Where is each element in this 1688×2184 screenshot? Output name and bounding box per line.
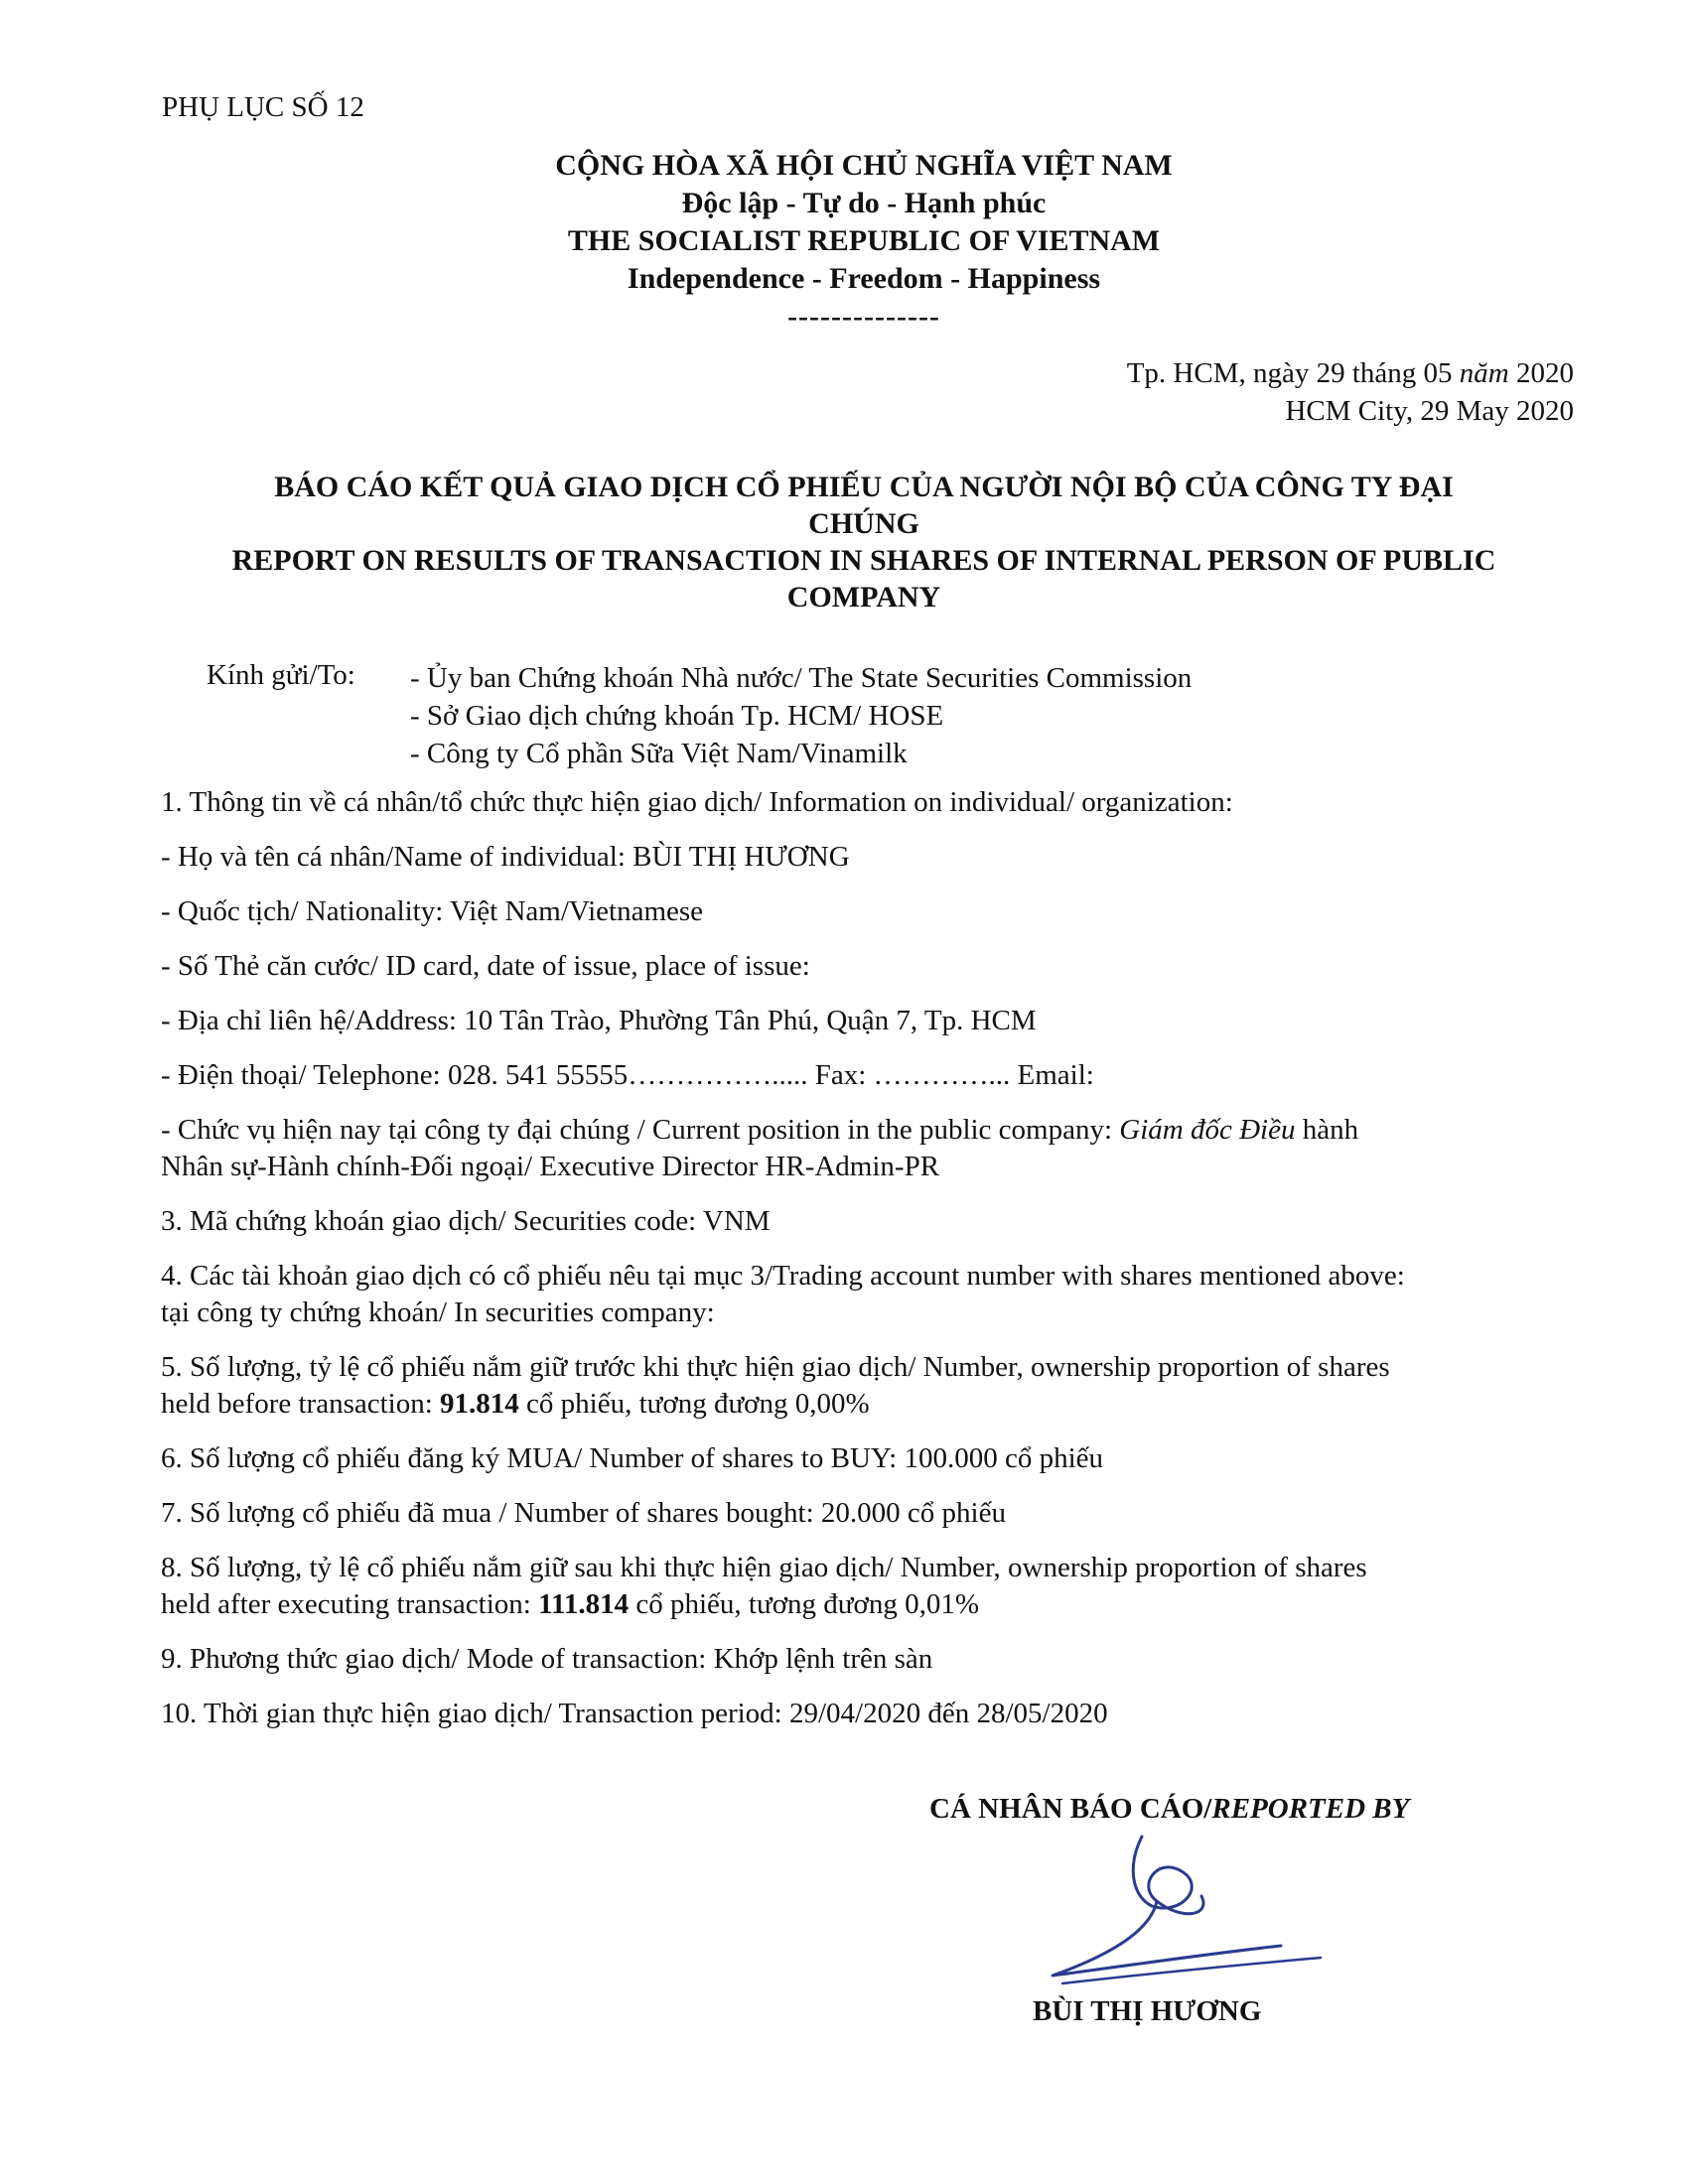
item-6-shares-to-buy: 6. Số lượng cổ phiếu đăng ký MUA/ Number of shares to BUY: 100.000 cổ phiếu [161,1442,1104,1474]
handwritten-signature [1033,1827,1331,2005]
report-title [164,469,1564,615]
item-5-line1: 5. Số lượng, tỷ lệ cổ phiếu nắm giữ trước khi thực hiện giao dịch/ Number, ownership proportion of shares [161,1351,1390,1383]
signature-stroke [1062,1958,1321,1983]
date-en: HCM City, 29 May 2020 [1285,395,1574,427]
item-10-period: 10. Thời gian thực hiện giao dịch/ Transaction period: 29/04/2020 đến 28/05/2020 [161,1698,1108,1729]
item-5-prefix: held before transaction: [161,1388,441,1420]
date-vi-prefix: Tp. HCM, ngày 29 tháng 05 [1126,357,1460,389]
header-divider: -------------- [787,300,940,333]
shares-before-value: 91.814 [440,1388,519,1420]
item-9-mode: 9. Phương thức giao dịch/ Mode of transaction: Khớp lệnh trên sàn [161,1643,933,1675]
item-position-line2: Nhân sự-Hành chính-Đối ngoại/ Executive Director HR-Admin-PR [161,1151,940,1182]
item-4-line1: 4. Các tài khoản giao dịch có cổ phiếu nêu tại mục 3/Trading account number with shares mentioned above: [161,1260,1405,1292]
appendix-label: PHỤ LỤC SỐ 12 [162,91,364,123]
date-vi [1127,354,1574,392]
motto-vi: Độc lập - Tự do - Hạnh phúc [681,187,1047,219]
recipient-item: - Công ty Cổ phần Sữa Việt Nam/Vinamilk [410,738,908,769]
nation-name-vi: CỘNG HÒA XÃ HỘI CHỦ NGHĨA VIỆT NAM [555,149,1173,182]
item-position [161,1112,1569,1149]
title-vi-line2: CHÚNG [808,507,919,540]
item-address: - Địa chỉ liên hệ/Address: 10 Tân Trào, Phường Tân Phú, Quận 7, Tp. HCM [161,1005,1037,1036]
title-en-line1: REPORT ON RESULTS OF TRANSACTION IN SHARES OF INTERNAL PERSON OF PUBLIC [231,544,1496,577]
recipients-list [410,659,1192,772]
position-italic: Giám đốc Điều [1119,1114,1296,1146]
date-block [1127,354,1574,430]
recipient-item: - Sở Giao dịch chứng khoán Tp. HCM/ HOSE [410,700,944,732]
item-8-suffix: cổ phiếu, tương đương 0,01% [629,1588,979,1620]
signature-title-vi: CÁ NHÂN BÁO CÁO/ [929,1793,1212,1825]
title-vi-line1: BÁO CÁO KẾT QUẢ GIAO DỊCH CỔ PHIẾU CỦA NGƯỜI NỘI BỘ CỦA CÔNG TY ĐẠI [274,471,1454,503]
item-5-line2 [161,1386,1569,1423]
nation-name-en: THE SOCIALIST REPUBLIC OF VIETNAM [567,224,1161,257]
recipient-item: - Ủy ban Chứng khoán Nhà nước/ The State Securities Commission [410,662,1193,694]
signature-title [929,1793,1409,1826]
shares-after-value: 111.814 [538,1588,630,1620]
position-prefix: - Chức vụ hiện nay tại công ty đại chúng / Current position in the public company: [161,1114,1120,1146]
item-5-suffix: cổ phiếu, tương đương 0,00% [518,1388,870,1420]
item-phone: - Điện thoại/ Telephone: 028. 541 55555……………..... Fax: …………... Email: [161,1059,1094,1091]
item-8-prefix: held after executing transaction: [161,1588,539,1620]
title-en-line2: COMPANY [786,581,941,614]
item-nationality: - Quốc tịch/ Nationality: Việt Nam/Vietnamese [161,895,704,927]
signature-title-en: REPORTED BY [1211,1793,1410,1825]
item-id-card: - Số Thẻ căn cước/ ID card, date of issue, place of issue: [161,950,810,982]
signature-stroke [1133,1837,1203,1914]
date-vi-year-word: năm [1459,357,1509,389]
item-1-heading: 1. Thông tin về cá nhân/tổ chức thực hiện giao dịch/ Information on individual/ organization: [161,786,1233,818]
national-header [164,147,1564,336]
date-vi-year: 2020 [1508,357,1574,389]
motto-en: Independence - Freedom - Happiness [627,262,1101,295]
item-8-line1: 8. Số lượng, tỷ lệ cổ phiếu nắm giữ sau khi thực hiện giao dịch/ Number, ownership proportion of shares [161,1552,1367,1583]
recipients-label: Kính gửi/To: [207,659,355,691]
item-4-line2: tại công ty chứng khoán/ In securities company: [161,1297,715,1328]
item-7-shares-bought: 7. Số lượng cổ phiếu đã mua / Number of shares bought: 20.000 cổ phiếu [161,1497,1006,1529]
signatory-name: BÙI THỊ HƯƠNG [1033,1995,1262,2027]
item-name: - Họ và tên cá nhân/Name of individual: BÙI THỊ HƯƠNG [161,841,850,873]
item-3-securities-code: 3. Mã chứng khoán giao dịch/ Securities code: VNM [161,1205,771,1237]
item-8-line2 [161,1586,1569,1623]
position-rest: hành [1295,1114,1359,1146]
